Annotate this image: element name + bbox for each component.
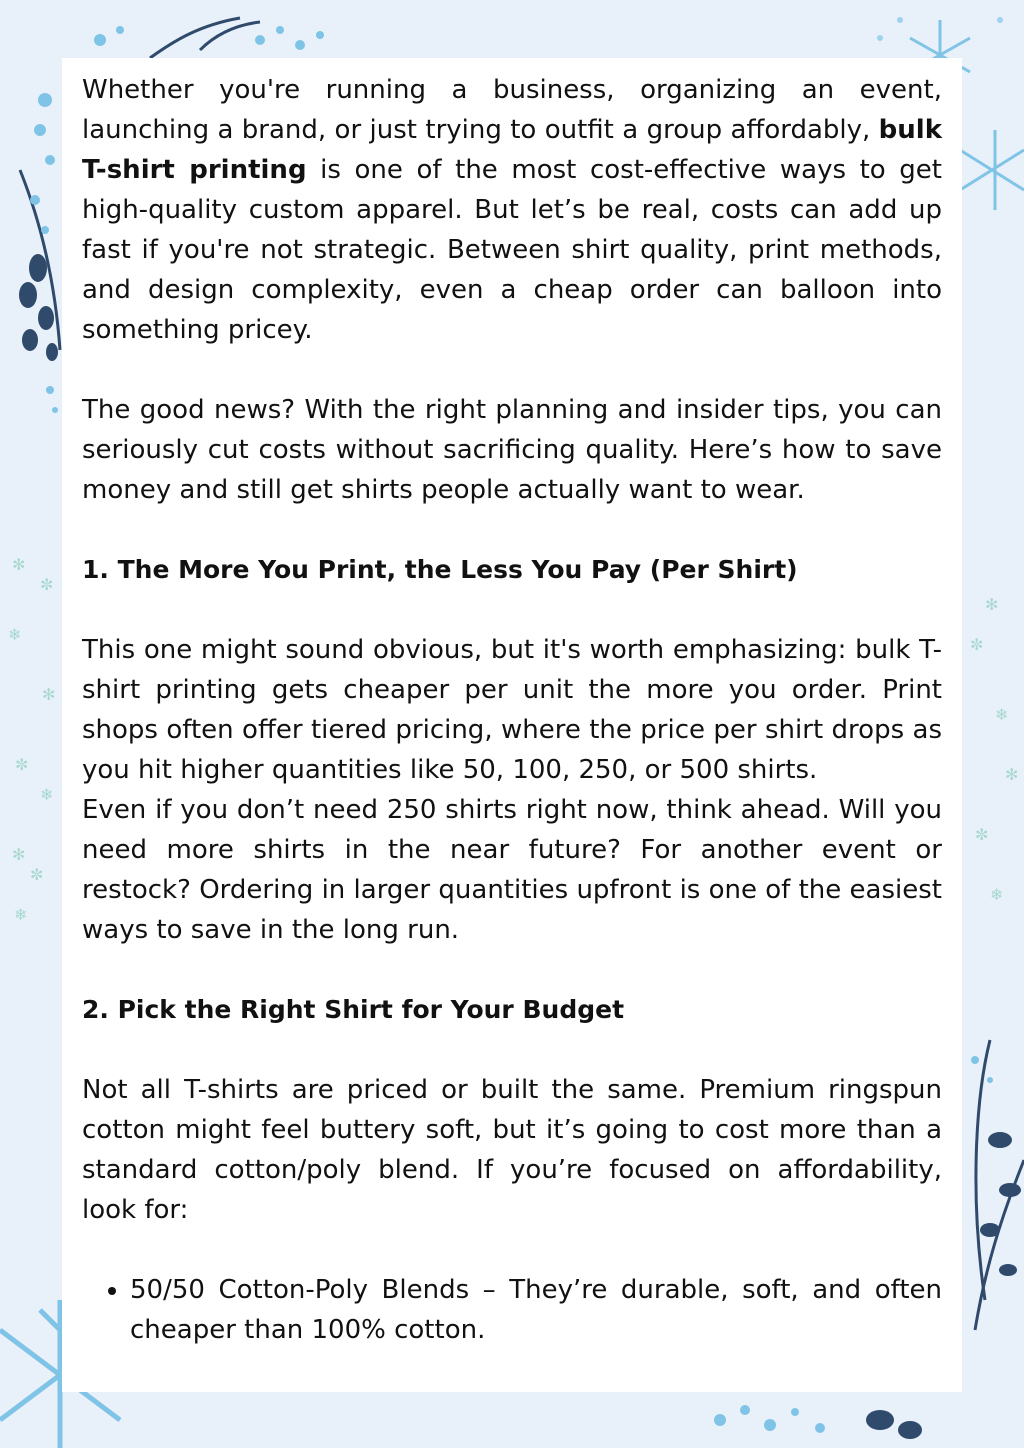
svg-text:❄: ❄ [990, 885, 1004, 904]
section-2-heading: 2. Pick the Right Shirt for Your Budget [82, 995, 625, 1024]
intro-keyword: bulk T-shirt printing [82, 115, 942, 185]
svg-text:✼: ✼ [15, 755, 29, 774]
section-1-paragraph-2: Even if you don’t need 250 shirts right now, think ahead. Will you need more shirts in the near future? For another event or restock? Ordering in larger quantities upfront is one of the easiest ways to save in the long run. [82, 795, 942, 945]
svg-text:✼: ✼ [970, 635, 984, 654]
section-2-paragraph-1: Not all T-shirts are priced or built the same. Premium ringspun cotton might feel buttery soft, but it’s going to cost more than a standard cotton/poly blend. If you’re focused on affordability, look for: [82, 1075, 942, 1225]
svg-text:✻: ✻ [42, 685, 56, 704]
list-item: • 50/50 Cotton-Poly Blends – They’re durable, soft, and often cheaper than 100% cotton. [130, 1270, 942, 1350]
svg-text:✻: ✻ [985, 595, 999, 614]
svg-text:✼: ✼ [40, 575, 54, 594]
svg-text:❄: ❄ [40, 785, 54, 804]
article-card [62, 58, 962, 1392]
svg-text:✻: ✻ [1005, 765, 1019, 784]
intro-paragraph-1 [82, 70, 942, 350]
svg-text:❄: ❄ [14, 905, 28, 924]
svg-text:❄: ❄ [995, 705, 1009, 724]
intro-text: Whether you're running a business, organizing an event, launching a brand, or just trying to outfit a group affordably, [82, 75, 942, 145]
svg-text:✼: ✼ [30, 865, 44, 884]
svg-text:❄: ❄ [8, 625, 22, 644]
budget-list [82, 1270, 942, 1350]
section-1-heading: 1. The More You Print, the Less You Pay (Per Shirt) [82, 555, 798, 584]
intro-text: is one of the most cost-effective ways to get high-quality custom apparel. But let’s be real, costs can add up fast if you're not strategic. Between shirt quality, print methods, and design complexity, even a cheap order can balloon into something pricey. [82, 155, 942, 345]
svg-text:✼: ✼ [975, 825, 989, 844]
svg-text:✻: ✻ [12, 845, 26, 864]
leaf-cluster-icon [19, 254, 58, 361]
svg-text:✻: ✻ [12, 555, 26, 574]
section-1-paragraph-1: This one might sound obvious, but it's worth emphasizing: bulk T-shirt printing gets cheaper per unit the more you order. Print shops often offer tiered pricing, where the price per shirt drops as you hit higher quantities like 50, 100, 250, or 500 shirts. [82, 635, 942, 785]
intro-paragraph-2: The good news? With the right planning and insider tips, you can seriously cut costs without sacrificing quality. Here’s how to save money and still get shirts people actually want to wear. [82, 395, 942, 505]
